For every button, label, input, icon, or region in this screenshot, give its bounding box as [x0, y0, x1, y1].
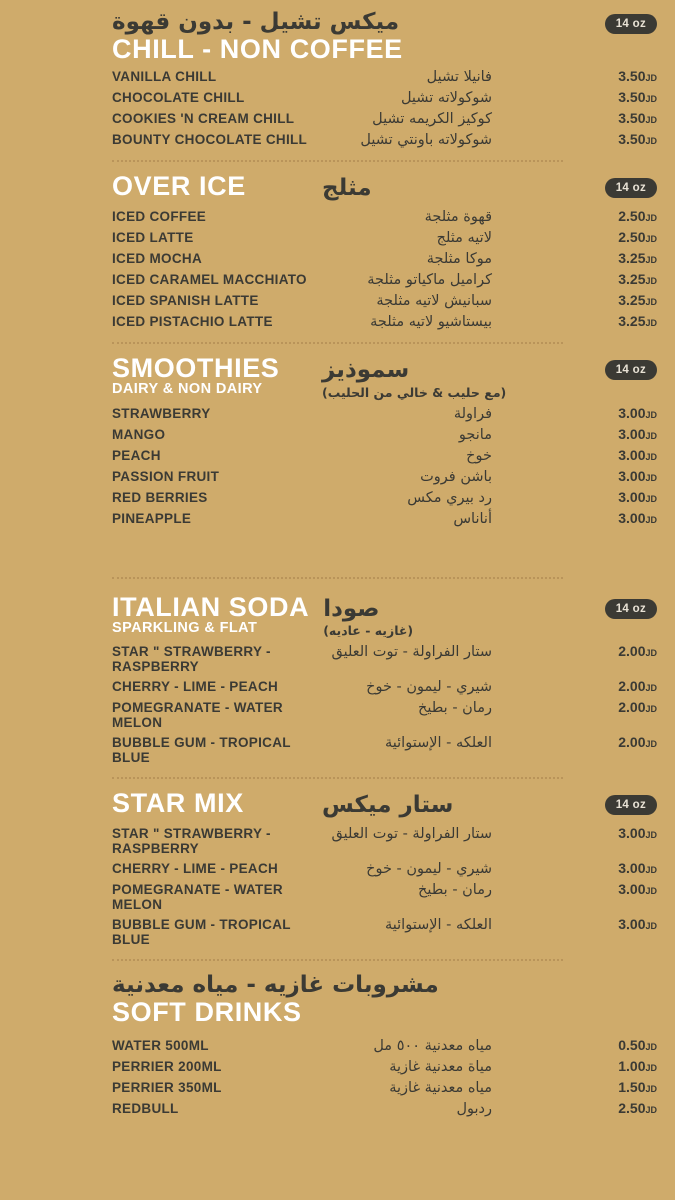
- section-soft-drinks: [0, 971, 675, 1119]
- item-price: 3.00: [618, 916, 646, 933]
- item-price: 2.00: [618, 699, 646, 716]
- item-price: 1.00: [618, 1058, 646, 1075]
- item-price: 2.00: [618, 734, 646, 751]
- item-name-en: ICED SPANISH LATTE: [112, 292, 259, 308]
- item-price: 2.50: [618, 228, 646, 245]
- item-price: 2.00: [618, 643, 646, 660]
- item-name-en: MANGO: [112, 426, 166, 442]
- item-price: 3.25: [618, 312, 646, 329]
- item-name-ar: العلكه - الإستوائية: [384, 917, 492, 934]
- item-price: 3.25: [618, 270, 646, 287]
- currency-label: JD: [645, 648, 657, 659]
- section-english-title: ITALIAN SODA: [112, 591, 310, 622]
- item-name-ar: ستار الفراولة - توت العليق: [331, 826, 492, 843]
- table-row: [112, 66, 657, 87]
- item-price: 3.00: [618, 425, 646, 442]
- currency-label: JD: [645, 451, 657, 462]
- item-price: 3.00: [618, 881, 646, 898]
- item-name-en: ICED PISTACHIO LATTE: [112, 313, 273, 329]
- item-name-en: ICED CARAMEL MACCHIATO: [112, 271, 307, 287]
- table-row: [112, 311, 657, 332]
- currency-label: JD: [645, 683, 657, 694]
- section-smoothies: [0, 354, 675, 529]
- item-name-en: PINEAPPLE: [112, 510, 192, 526]
- table-row: [112, 403, 657, 424]
- table-row: [112, 206, 657, 227]
- item-price: 3.50: [618, 131, 646, 148]
- table-row: [112, 508, 657, 529]
- item-price: 3.00: [618, 509, 646, 526]
- table-row: [112, 858, 657, 879]
- table-row: [112, 1098, 657, 1119]
- section-english-title: SMOOTHIES: [112, 352, 280, 383]
- table-row: [112, 676, 657, 697]
- section-english-title: CHILL - NON COFFEE: [112, 33, 403, 64]
- currency-label: JD: [645, 514, 657, 525]
- item-name-en: PERRIER 350ML: [112, 1080, 222, 1096]
- section-arabic-title: مشروبات غازيه - مياه معدنية: [112, 972, 439, 999]
- section-divider: [112, 959, 563, 961]
- section-header: [112, 971, 657, 1026]
- item-price: 3.00: [618, 825, 646, 842]
- currency-label: JD: [645, 739, 657, 750]
- table-row: [112, 914, 657, 949]
- item-name-ar: سبانيش لاتيه مثلجة: [376, 292, 492, 309]
- item-name-en: STAR " STRAWBERRY - RASPBERRY: [112, 644, 271, 675]
- currency-label: JD: [645, 233, 657, 244]
- item-name-en: ICED MOCHA: [112, 250, 202, 266]
- item-name-ar: ردبول: [456, 1101, 492, 1118]
- currency-label: JD: [645, 409, 657, 420]
- table-row: [112, 108, 657, 129]
- items-table: [112, 206, 657, 332]
- table-row: [112, 129, 657, 150]
- table-row: [112, 732, 657, 767]
- item-name-ar: شيري - ليمون - خوخ: [366, 861, 492, 878]
- item-name-en: POMEGRANATE - WATER MELON: [112, 700, 283, 731]
- item-name-ar: ستار الفراولة - توت العليق: [331, 644, 492, 661]
- item-name-en: ICED LATTE: [112, 229, 194, 245]
- item-price: 2.50: [618, 1100, 646, 1117]
- currency-label: JD: [645, 317, 657, 328]
- item-name-en: PEACH: [112, 447, 161, 463]
- item-price: 3.50: [618, 68, 646, 85]
- item-name-en: STRAWBERRY: [112, 405, 211, 421]
- item-name-ar: أناناس: [453, 510, 492, 527]
- currency-label: JD: [645, 136, 657, 147]
- section-english-title: OVER ICE: [112, 171, 246, 202]
- item-name-ar: كوكيز الكريمه تشيل: [372, 111, 492, 128]
- section-english-title: SOFT DRINKS: [112, 996, 302, 1027]
- item-name-ar: مانجو: [458, 426, 492, 443]
- items-table: [112, 1035, 657, 1119]
- table-row: [112, 248, 657, 269]
- item-name-ar: شيري - ليمون - خوخ: [366, 679, 492, 696]
- item-name-ar: فانيلا تشيل: [426, 69, 492, 86]
- item-name-ar: باشن فروت: [420, 468, 492, 485]
- table-row: [112, 87, 657, 108]
- size-badge: 14 oz: [605, 599, 657, 619]
- section-arabic-title: ستار ميكس: [322, 792, 454, 819]
- currency-label: JD: [645, 115, 657, 126]
- currency-label: JD: [645, 472, 657, 483]
- item-name-en: ICED COFFEE: [112, 208, 207, 224]
- table-row: [112, 1056, 657, 1077]
- item-name-en: VANILLA CHILL: [112, 69, 217, 85]
- table-row: [112, 823, 657, 858]
- item-name-ar: رمان - بطيخ: [418, 700, 492, 717]
- section-header: [112, 172, 657, 203]
- section-header: [112, 789, 657, 820]
- currency-label: JD: [645, 430, 657, 441]
- item-price: 3.25: [618, 249, 646, 266]
- table-row: [112, 641, 657, 676]
- item-price: 3.50: [618, 89, 646, 106]
- item-price: 3.25: [618, 291, 646, 308]
- item-name-en: RED BERRIES: [112, 489, 208, 505]
- size-badge: 14 oz: [605, 795, 657, 815]
- section-divider: [112, 160, 563, 162]
- item-name-en: STAR " STRAWBERRY - RASPBERRY: [112, 826, 271, 857]
- currency-label: JD: [645, 865, 657, 876]
- size-badge: 14 oz: [605, 360, 657, 380]
- currency-label: JD: [645, 73, 657, 84]
- item-name-en: POMEGRANATE - WATER MELON: [112, 882, 283, 913]
- items-table: [112, 403, 657, 529]
- items-table: [112, 641, 657, 767]
- item-name-ar: بيستاشيو لاتيه مثلجة: [370, 313, 492, 330]
- table-row: [112, 269, 657, 290]
- currency-label: JD: [645, 1042, 657, 1053]
- item-name-ar: مياة معدنية غازية: [389, 1059, 492, 1076]
- item-name-en: WATER 500ML: [112, 1038, 209, 1054]
- section-english-subtitle: DAIRY & NON DAIRY: [112, 381, 263, 398]
- currency-label: JD: [645, 212, 657, 223]
- section-english-subtitle: SPARKLING & FLAT: [112, 619, 258, 636]
- item-name-ar: فراولة: [453, 405, 492, 422]
- currency-label: JD: [645, 886, 657, 897]
- item-name-en: PERRIER 200ML: [112, 1059, 222, 1075]
- size-badge: 14 oz: [605, 178, 657, 198]
- item-price: 0.50: [618, 1037, 646, 1054]
- table-row: [112, 1035, 657, 1056]
- item-name-ar: لاتيه مثلج: [436, 229, 492, 246]
- section-header: [112, 354, 657, 400]
- section-header: [112, 8, 657, 63]
- section-arabic-note: (غازيه - عاديه): [323, 623, 414, 639]
- spacer: [0, 529, 675, 563]
- item-name-en: COOKIES 'N CREAM CHILL: [112, 111, 295, 127]
- section-divider: [112, 577, 563, 579]
- item-name-en: BUBBLE GUM - TROPICAL BLUE: [112, 917, 291, 948]
- table-row: [112, 424, 657, 445]
- table-row: [112, 697, 657, 732]
- item-name-en: PASSION FRUIT: [112, 468, 220, 484]
- item-price: 3.00: [618, 446, 646, 463]
- table-row: [112, 445, 657, 466]
- currency-label: JD: [645, 493, 657, 504]
- item-price: 3.00: [618, 467, 646, 484]
- table-row: [112, 290, 657, 311]
- section-header: [112, 593, 657, 639]
- item-name-en: REDBULL: [112, 1101, 179, 1117]
- item-name-en: CHERRY - LIME - PEACH: [112, 861, 279, 877]
- currency-label: JD: [645, 1063, 657, 1074]
- section-chill-non-coffee: [0, 8, 675, 150]
- item-name-ar: قهوة مثلجة: [424, 208, 492, 225]
- currency-label: JD: [645, 1105, 657, 1116]
- item-name-ar: رد بيري مكس: [407, 489, 492, 506]
- item-name-ar: خوخ: [466, 447, 492, 464]
- item-name-ar: موكا مثلجة: [426, 250, 492, 267]
- section-over-ice: [0, 172, 675, 332]
- item-name-en: CHOCOLATE CHILL: [112, 90, 245, 106]
- section-divider: [112, 342, 563, 344]
- currency-label: JD: [645, 296, 657, 307]
- item-name-ar: شوكولاته تشيل: [400, 90, 492, 107]
- item-name-en: BUBBLE GUM - TROPICAL BLUE: [112, 735, 291, 766]
- currency-label: JD: [645, 275, 657, 286]
- item-name-ar: كراميل ماكياتو مثلجة: [367, 271, 492, 288]
- item-price: 1.50: [618, 1079, 646, 1096]
- item-name-ar: شوكولاته باونتي تشيل: [360, 132, 492, 149]
- currency-label: JD: [645, 94, 657, 105]
- item-price: 3.50: [618, 110, 646, 127]
- section-arabic-title: صودا: [323, 595, 380, 622]
- table-row: [112, 1077, 657, 1098]
- items-table: [112, 823, 657, 949]
- section-divider: [112, 777, 563, 779]
- item-name-en: CHERRY - LIME - PEACH: [112, 679, 279, 695]
- item-name-ar: مياه معدنية ٥٠٠ مل: [373, 1038, 492, 1055]
- section-arabic-title: ميكس تشيل - بدون قهوة: [112, 9, 400, 35]
- section-italian-soda: [0, 593, 675, 768]
- item-price: 3.00: [618, 860, 646, 877]
- currency-label: JD: [645, 1084, 657, 1095]
- section-arabic-title: سموذيز: [322, 356, 410, 383]
- item-name-en: BOUNTY CHOCOLATE CHILL: [112, 132, 308, 148]
- item-price: 2.50: [618, 207, 646, 224]
- size-badge: 14 oz: [605, 14, 657, 34]
- currency-label: JD: [645, 704, 657, 715]
- item-price: 3.00: [618, 404, 646, 421]
- section-english-title: STAR MIX: [112, 788, 244, 819]
- table-row: [112, 879, 657, 914]
- items-table: [112, 66, 657, 150]
- item-price: 2.00: [618, 678, 646, 695]
- item-name-ar: رمان - بطيخ: [418, 882, 492, 899]
- currency-label: JD: [645, 830, 657, 841]
- section-star-mix: [0, 789, 675, 949]
- table-row: [112, 227, 657, 248]
- item-name-ar: العلكه - الإستوائية: [384, 735, 492, 752]
- item-name-ar: مياه معدنية غازية: [389, 1080, 492, 1097]
- currency-label: JD: [645, 254, 657, 265]
- section-arabic-title: مثلج: [322, 175, 372, 202]
- table-row: [112, 466, 657, 487]
- section-arabic-note: (مع حليب & خالي من الحليب): [322, 384, 507, 400]
- item-price: 3.00: [618, 488, 646, 505]
- table-row: [112, 487, 657, 508]
- currency-label: JD: [645, 921, 657, 932]
